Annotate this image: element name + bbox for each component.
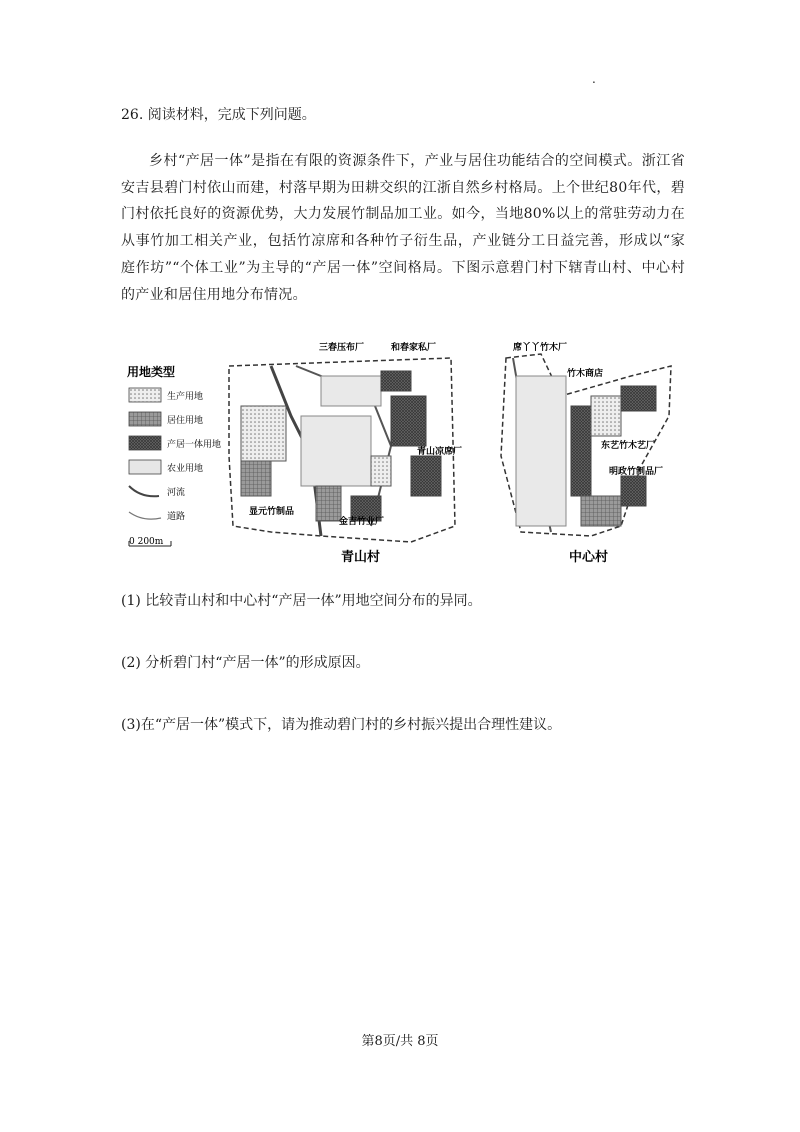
label-sanchun: 三春压布厂	[319, 343, 365, 353]
map-left-name: 青山村	[341, 550, 381, 565]
legend-label: 产居一体用地	[167, 440, 222, 450]
paragraph-text: 乡村“产居一体”是指在有限的资源条件下，产业与居住功能结合的空间模式。浙江省安吉县碧门村依山而建，村落早期为田耕交织的江浙自然乡村格局。上个世纪80年代，碧门村依托良好的资源优势，大力发展竹制品加工业。如今，当地80%以上的常驻劳动力在从事竹加工相关产业，包括竹凉席和各种竹子衍生品，产业链分工日益完善，形成以“家庭作坊”“个体工业”为主导的“产居一体”空间格局。下图示意碧门村下辖青山村、中心村的产业和居住用地分布情况。	[121, 153, 685, 303]
scale-bar	[129, 537, 171, 547]
sub-question-1: (1) 比较青山村和中心村“产居一体”用地空间分布的异同。	[121, 593, 482, 609]
legend-title: 用地类型	[127, 365, 176, 379]
map-qingshan	[229, 341, 462, 565]
question-title: 26. 阅读材料，完成下列问题。	[121, 107, 316, 123]
page-footer: 第8页/共 8页	[361, 1034, 439, 1049]
label-mingzheng: 明政竹制品厂	[609, 467, 664, 477]
map-right-name: 中心村	[569, 550, 609, 565]
legend-item	[129, 486, 185, 498]
label-jinji: 金吉竹业厂	[339, 517, 385, 527]
label-qingshan-factory: 青山凉席厂	[417, 447, 463, 457]
legend-label: 居住用地	[167, 416, 204, 426]
legend-item	[129, 460, 203, 474]
label-xiyaya: 席丫丫竹木厂	[513, 343, 568, 353]
legend-item	[129, 388, 203, 402]
label-dongyi: 东艺竹木艺厂	[601, 441, 656, 451]
label-zhumu-shop: 竹木商店	[567, 369, 604, 379]
legend	[127, 364, 221, 547]
legend-label: 生产用地	[167, 392, 204, 402]
legend-label: 道路	[167, 512, 186, 522]
label-xianyuan: 显元竹制品	[249, 507, 295, 517]
map-zhongxin	[501, 341, 671, 565]
legend-label: 农业用地	[167, 464, 204, 474]
label-hechun: 和春家私厂	[391, 343, 437, 353]
sub-question-2: (2) 分析碧门村“产居一体”的形成原因。	[121, 655, 370, 671]
legend-label: 河流	[167, 488, 186, 498]
legend-item	[129, 412, 203, 426]
legend-item	[129, 436, 221, 450]
scale-label: 0 200m	[129, 537, 164, 547]
sub-question-3: (3)在“产居一体”模式下，请为推动碧门村的乡村振兴提出合理性建议。	[121, 717, 562, 733]
land-use-figure	[121, 336, 681, 576]
legend-item	[129, 510, 185, 522]
header-mark: .	[592, 72, 596, 86]
material-paragraph	[121, 148, 685, 308]
